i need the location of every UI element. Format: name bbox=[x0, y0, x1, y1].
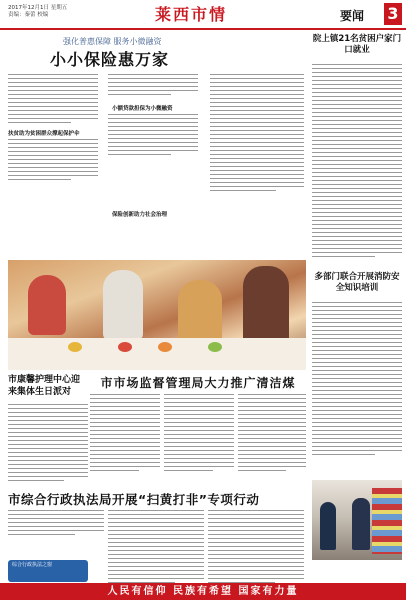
date-line: 2017年12月1日 星期五 bbox=[8, 5, 68, 11]
main-col2-text-2 bbox=[108, 114, 198, 158]
photo-person bbox=[243, 266, 289, 344]
main-subhead-2: 小额贷款担保为小微融资 bbox=[112, 106, 173, 112]
photo-fruit bbox=[158, 342, 172, 352]
photo-officer bbox=[320, 502, 336, 550]
main-article[interactable] bbox=[8, 34, 306, 286]
section-name: 要闻 bbox=[340, 9, 365, 23]
employment-headline[interactable]: 院上镇21名贫困户家门口就业 bbox=[312, 34, 402, 55]
main-headline[interactable]: 小小保险惠万家 bbox=[50, 50, 170, 69]
photo-table bbox=[8, 338, 306, 370]
fire-safety-text bbox=[312, 302, 402, 458]
main-subhead-3: 保险创新助力社会治理 bbox=[112, 212, 168, 218]
fire-safety-headline[interactable]: 多部门联合开展消防安全知识培训 bbox=[314, 272, 400, 293]
elderly-party-photo bbox=[8, 260, 306, 370]
enforcement-headline[interactable]: 市综合行政执法局开展“扫黄打非”专项行动 bbox=[8, 492, 260, 507]
photo-person bbox=[178, 280, 222, 344]
main-kicker: 强化普惠保障 服务小微融资 bbox=[63, 37, 162, 46]
photo-fruit bbox=[68, 342, 82, 352]
nursing-center-headline[interactable]: 市康馨护理中心迎来集体生日派对 bbox=[8, 375, 81, 397]
page-header bbox=[0, 0, 406, 30]
nursing-center-text bbox=[8, 404, 88, 484]
photo-shelf bbox=[372, 488, 402, 554]
footer-slogan: 人民有信仰 民族有希望 国家有力量 bbox=[0, 583, 406, 600]
enforcement-photo bbox=[312, 480, 402, 560]
market-col3-text bbox=[238, 394, 306, 474]
enforcement-col3-text bbox=[208, 510, 304, 586]
photo-person bbox=[103, 270, 143, 340]
main-col1-text bbox=[8, 74, 98, 126]
enforcement-column-badge bbox=[8, 560, 88, 582]
editor-line: 责编：秦蕾 校编 bbox=[8, 12, 49, 18]
market-col1-text bbox=[90, 394, 160, 474]
photo-fruit bbox=[208, 342, 222, 352]
photo-person bbox=[28, 275, 66, 335]
right-column[interactable] bbox=[312, 34, 402, 293]
masthead: 莱西市情 bbox=[155, 5, 228, 24]
photo-officer bbox=[352, 498, 370, 550]
issue-date bbox=[8, 5, 67, 19]
market-regulation-headline[interactable]: 市市场监督管理局大力推广清洁煤 bbox=[100, 376, 296, 390]
enforcement-col2-text bbox=[108, 510, 204, 586]
main-col2-text bbox=[108, 74, 198, 98]
page-number: 3 bbox=[384, 3, 402, 25]
main-col1-text-2 bbox=[8, 139, 98, 183]
main-col3-text bbox=[210, 74, 304, 194]
enforcement-col1-text bbox=[8, 510, 104, 538]
nursing-center-article[interactable] bbox=[8, 374, 88, 484]
market-col2-text bbox=[164, 394, 234, 474]
photo-fruit bbox=[118, 342, 132, 352]
main-subhead-1: 扶贫助为贫困群众撑起保护伞 bbox=[8, 131, 80, 137]
employment-text bbox=[312, 64, 402, 260]
badge-label: 综合行政执法之窗 bbox=[12, 562, 53, 568]
